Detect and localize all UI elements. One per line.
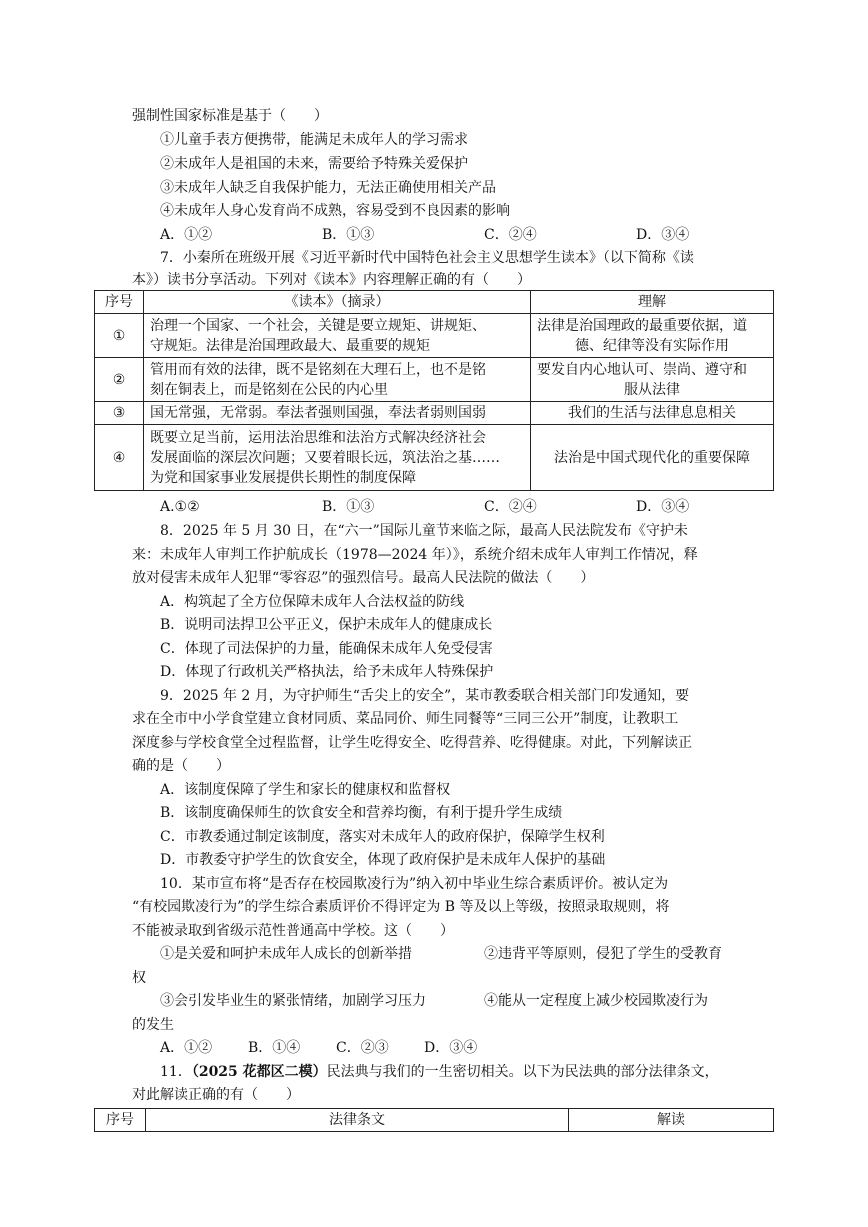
q9-option-a: A．该制度保障了学生和家长的健康权和监督权 — [160, 782, 451, 798]
q10-item-4: ④能从一定程度上减少校园欺凌行为 — [484, 993, 708, 1009]
q10-item-3: ③会引发毕业生的紧张情绪，加剧学习压力 — [160, 993, 426, 1009]
q9-option-c: C．市教委通过制定该制度，落实对未成年人的政府保护，保障学生权利 — [160, 829, 605, 845]
q7-row-1-understanding — [531, 314, 774, 358]
q11-table — [94, 1108, 774, 1132]
q7-row-4-num: ④ — [95, 425, 144, 491]
q11-source: （2025 花都区二模） — [191, 1064, 327, 1080]
q7-row-2-excerpt-line-2: 刻在铜表上，而是铭刻在公民的内心里 — [150, 381, 388, 398]
q8-option-a: A．构筑起了全方位保障未成年人合法权益的防线 — [160, 594, 465, 610]
q9-option-d: D．市教委守护学生的饮食安全，体现了政府保护是未成年人保护的基础 — [160, 852, 606, 868]
q10-option-d: D．③④ — [424, 1040, 478, 1056]
q10-option-c: C．②③ — [336, 1040, 389, 1056]
q7-row-2-excerpt-line-1: 管用而有效的法律，既不是铭刻在大理石上，也不是铭 — [150, 361, 486, 378]
q11-header-num: 序号 — [95, 1109, 146, 1132]
q7-row-4-excerpt-line-1: 既要立足当前，运用法治思维和法治方式解决经济社会 — [150, 429, 486, 446]
q6-item-1: ①儿童手表方便携带，能满足未成年人的学习需求 — [160, 132, 468, 148]
q6-option-a: A．①② — [160, 227, 213, 243]
q6-item-4: ④未成年人身心发育尚不成熟，容易受到不良因素的影响 — [160, 203, 510, 219]
q6-item-2: ②未成年人是祖国的未来，需要给予特殊关爱保护 — [160, 156, 468, 172]
q7-option-d: D．③④ — [636, 499, 690, 515]
q11-header-article: 法律条文 — [146, 1109, 569, 1132]
q7-row-4-understanding: 法治是中国式现代化的重要保障 — [531, 425, 774, 491]
q11-line-1 — [160, 1062, 719, 1082]
q7-row-1-understanding-line-2: 德、纪律等没有实际作用 — [575, 337, 729, 354]
q6-intro: 强制性国家标准是基于（ ） — [132, 108, 328, 124]
q11-header-interpretation: 解读 — [569, 1109, 774, 1132]
q9-line-3: 深度参与学校食堂全过程监督，让学生吃得安全、吃得营养、吃得健康。对此，下列解读正 — [132, 735, 692, 751]
q7-row-4-excerpt — [144, 425, 531, 491]
q8-line-2: 来：未成年人审判工作护航成长（1978—2024 年）》，系统介绍未成年人审判工作情况，释 — [132, 547, 698, 563]
q7-row-2-excerpt — [144, 358, 531, 402]
q9-line-2: 求在全市中小学食堂建立食材同质、菜品同价、师生同餐等“三同三公开”制度，让教职工 — [132, 711, 679, 727]
q7-row-3-num: ③ — [95, 402, 144, 425]
q7-header-num: 序号 — [95, 291, 144, 314]
q7-row-1-excerpt — [144, 314, 531, 358]
q7-row-2-understanding — [531, 358, 774, 402]
q10-item-2-wrap: 权 — [132, 970, 146, 986]
q10-line-3: 不能被录取到省级示范性普通高中学校。这（ ） — [132, 923, 454, 939]
q11-number: 11． — [160, 1064, 192, 1080]
q7-row-2-num: ② — [95, 358, 144, 402]
q10-option-b: B．①④ — [248, 1040, 301, 1056]
q6-option-c: C．②④ — [484, 227, 537, 243]
q7-row-2-understanding-line-1: 要发自内心地认可、崇尚、遵守和 — [537, 361, 747, 378]
q10-line-2: “有校园欺凌行为”的学生综合素质评价不得评定为 B 等及以上等级，按照录取规则，将 — [132, 899, 670, 915]
q7-stem-line-2: 本》）读书分享活动。下列对《读本》内容理解正确的有（ ） — [132, 272, 531, 288]
q11-line-1-text: 民法典与我们的一生密切相关。以下为民法典的部分法律条文， — [326, 1064, 719, 1080]
q6-option-d: D．③④ — [636, 227, 690, 243]
q7-header-excerpt: 《读本》（摘录） — [144, 291, 531, 314]
q7-row-3-excerpt: 国无常强，无常弱。奉法者强则国强，奉法者弱则国弱 — [144, 402, 531, 425]
q7-row-4-excerpt-line-3: 为党和国家事业发展提供长期性的制度保障 — [150, 469, 416, 486]
q10-item-1: ①是关爱和呵护未成年人成长的创新举措 — [160, 946, 412, 962]
q7-option-b: B．①③ — [322, 499, 375, 515]
q7-option-c: C．②④ — [484, 499, 537, 515]
q7-row-1-understanding-line-1: 法律是治国理政的最重要依据，道 — [537, 317, 747, 334]
q7-table — [94, 290, 774, 491]
q8-option-b: B．说明司法捍卫公平正义，保护未成年人的健康成长 — [160, 617, 493, 633]
q7-row-1-excerpt-line-2: 守规矩。法律是治国理政最大、最重要的规矩 — [150, 337, 430, 354]
q9-option-b: B．该制度确保师生的饮食安全和营养均衡，有利于提升学生成绩 — [160, 805, 563, 821]
q8-option-c: C．体现了司法保护的力量，能确保未成年人免受侵害 — [160, 641, 493, 657]
q7-header-understanding: 理解 — [531, 291, 774, 314]
q7-row-4-excerpt-line-2: 发展面临的深层次问题；又要着眼长远，筑法治之基…… — [150, 449, 500, 466]
q10-option-a: A．①② — [160, 1040, 213, 1056]
q7-row-2-understanding-line-2: 服从法律 — [624, 381, 680, 398]
q6-item-3: ③未成年人缺乏自我保护能力，无法正确使用相关产品 — [160, 180, 496, 196]
q7-stem-line-1: 7．小秦所在班级开展《习近平新时代中国特色社会主义思想学生读本》（以下简称《读 — [160, 250, 694, 266]
q8-line-3: 放对侵害未成年人犯罪“零容忍”的强烈信号。最高人民法院的做法（ ） — [132, 570, 595, 586]
q10-item-2: ②违背平等原则，侵犯了学生的受教育 — [484, 946, 722, 962]
q8-line-1: 8．2025 年 5 月 30 日，在“六一”国际儿童节来临之际，最高人民法院发布《守护未 — [160, 523, 688, 539]
q6-option-b: B．①③ — [322, 227, 375, 243]
q7-row-1-num: ① — [95, 314, 144, 358]
q10-line-1: 10．某市宣布将“是否存在校园欺凌行为”纳入初中毕业生综合素质评价。被认定为 — [160, 876, 669, 892]
q9-line-1: 9．2025 年 2 月，为守护师生“舌尖上的安全”，某市教委联合相关部门印发通知，要 — [160, 688, 690, 704]
q10-item-4-wrap: 的发生 — [132, 1017, 174, 1033]
q7-option-a: A.①② — [160, 499, 200, 515]
q8-option-d: D．体现了行政机关严格执法，给予未成年人特殊保护 — [160, 664, 494, 680]
q7-row-1-excerpt-line-1: 治理一个国家、一个社会，关键是要立规矩、讲规矩、 — [150, 317, 486, 334]
q9-line-4: 确的是（ ） — [132, 758, 230, 774]
q7-row-3-understanding: 我们的生活与法律息息相关 — [531, 402, 774, 425]
q11-line-2: 对此解读正确的有（ ） — [132, 1087, 300, 1103]
